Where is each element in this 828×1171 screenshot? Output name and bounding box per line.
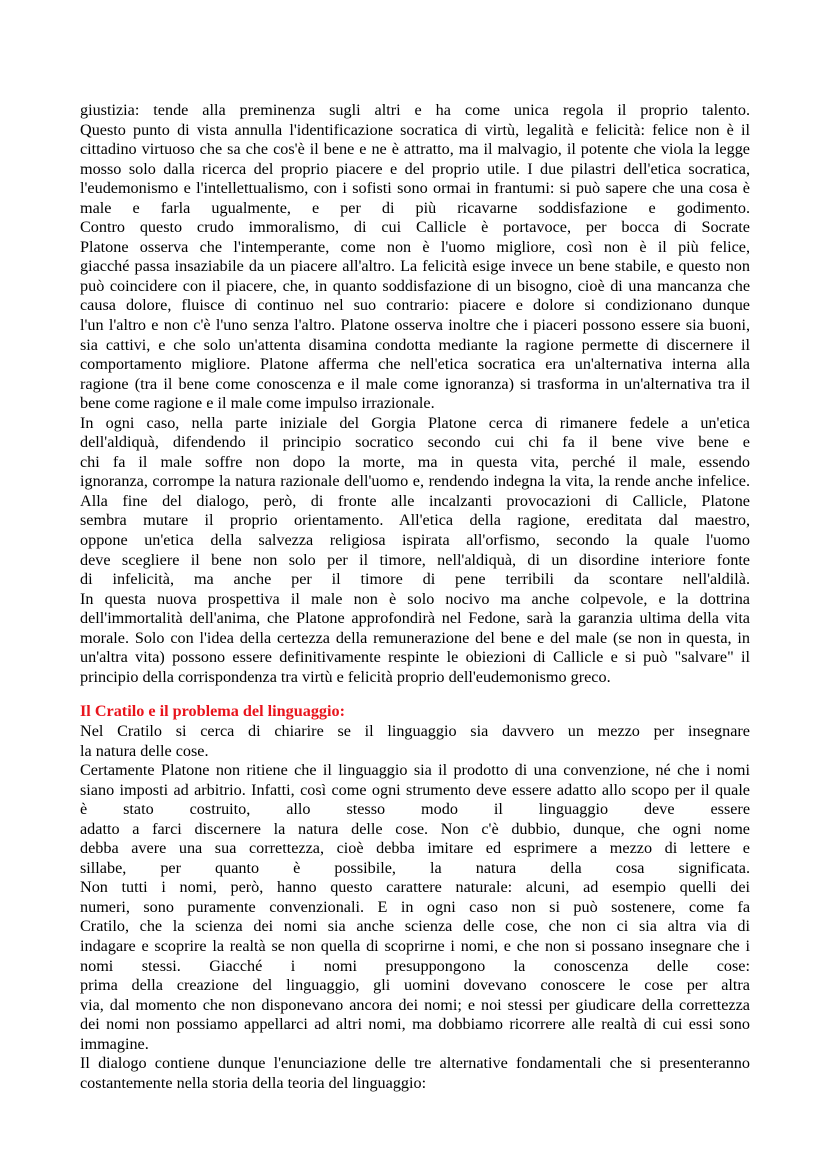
paragraph bbox=[80, 1054, 750, 1093]
paragraph bbox=[80, 722, 750, 761]
paragraph bbox=[80, 414, 750, 688]
text-line: male e farla ugualmente, e per di più ricavarne soddisfazione e godimento. bbox=[80, 198, 750, 217]
text-line: debba avere una sua correttezza, cioè debba imitare ed esprimere a mezzo di lettere e bbox=[80, 839, 750, 858]
text-line: la natura delle cose. bbox=[80, 741, 209, 760]
text-line: è stato costruito, allo stesso modo il linguaggio deve essere bbox=[80, 800, 750, 819]
text-line: immagine. bbox=[80, 1034, 149, 1053]
text-line: sia cattivi, e che solo un'attenta disamina condotta mediante la ragione permette di discernere il bbox=[80, 335, 750, 354]
text-line: sillabe, per quanto è possibile, la natura della cosa significata. bbox=[80, 858, 750, 877]
text-line: Questo punto di vista annulla l'identificazione socratica di virtù, legalità e felicità: felice non è il bbox=[80, 120, 750, 139]
text-line: deve scegliere il bene non solo per il timore, nell'aldiquà, di un disordine interiore fonte bbox=[80, 550, 750, 569]
text-line: dell'immortalità dell'anima, che Platone approfondirà nel Fedone, sarà la garanzia ultima della vita bbox=[80, 609, 750, 628]
text-line: morale. Solo con l'idea della certezza della remunerazione del bene e del male (se non in questa, in bbox=[80, 628, 750, 647]
text-line: l'eudemonismo e l'intellettualismo, con i sofisti sono ormai in frantumi: si può sapere che una cosa è bbox=[80, 179, 750, 198]
text-line: sembra mutare il proprio orientamento. All'etica della ragione, ereditata dal maestro, bbox=[80, 511, 750, 530]
text-line: bene come ragione e il male come impulso irrazionale. bbox=[80, 394, 435, 413]
text-line: ignoranza, corrompe la natura razionale dell'uomo e, rendendo indegna la vita, la rende anche infelice. bbox=[80, 472, 750, 491]
paragraph bbox=[80, 101, 750, 414]
text-line: adatto a farci discernere la natura delle cose. Non c'è dubbio, dunque, che ogni nome bbox=[80, 819, 750, 838]
text-line: Platone osserva che l'intemperante, come non è l'uomo migliore, così non è il più felice, bbox=[80, 237, 750, 256]
text-line: l'un l'altro e non c'è l'uno senza l'altro. Platone osserva inoltre che i piaceri possono essere sia buoni, bbox=[80, 316, 750, 335]
text-line: giustizia: tende alla preminenza sugli altri e ha come unica regola il proprio talento. bbox=[80, 101, 750, 119]
text-line: In questa nuova prospettiva il male non è solo nocivo ma anche colpevole, e la dottrina bbox=[80, 589, 750, 608]
text-line: può coincidere con il piacere, che, in quanto soddisfazione di un bisogno, cioè di una mancanza che bbox=[80, 276, 750, 295]
paragraph-group-cratilo bbox=[80, 722, 750, 1093]
text-line: via, dal momento che non disponevano ancora dei nomi; e noi stessi per giudicare della correttezza bbox=[80, 995, 750, 1014]
text-line: principio della corrispondenza tra virtù e felicità proprio dell'eudemonismo greco. bbox=[80, 667, 611, 686]
text-line: Il dialogo contiene dunque l'enunciazione delle tre alternative fondamentali che si presenteranno bbox=[80, 1054, 750, 1073]
text-line: Non tutti i nomi, però, hanno questo carattere naturale: alcuni, ad esempio quelli dei bbox=[80, 878, 750, 897]
text-line: costantemente nella storia della teoria del linguaggio: bbox=[80, 1073, 427, 1092]
text-line: oppone un'etica della salvezza religiosa ispirata all'orfismo, secondo la quale l'uomo bbox=[80, 531, 750, 550]
text-line: In ogni caso, nella parte iniziale del Gorgia Platone cerca di rimanere fedele a un'etica bbox=[80, 413, 750, 432]
section-heading: Il Cratilo e il problema del linguaggio: bbox=[80, 702, 345, 721]
text-line: cittadino virtuoso che sa che cos'è il bene e ne è attratto, ma il malvagio, il potente che viola la legge bbox=[80, 140, 750, 159]
paragraph bbox=[80, 761, 750, 1054]
text-line: numeri, sono puramente convenzionali. E in ogni caso non si può sostenere, come fa bbox=[80, 897, 750, 916]
text-line: indagare e scoprire la realtà se non quella di scoprirne i nomi, e che non si possano insegnare che i bbox=[80, 936, 750, 955]
document-page bbox=[80, 101, 750, 1093]
text-line: nomi stessi. Giacché i nomi presuppongono la conoscenza delle cose: bbox=[80, 956, 750, 975]
text-line: Alla fine del dialogo, però, di fronte alle incalzanti provocazioni di Callicle, Platone bbox=[80, 491, 750, 510]
text-line: causa dolore, fluisce di continuo nel suo contrario: piacere e dolore si condizionano dunque bbox=[80, 296, 750, 315]
text-line: di infelicità, ma anche per il timore di pene terribili da scontare nell'aldilà. bbox=[80, 570, 750, 589]
text-line: giacché passa insaziabile da un piacere all'altro. La felicità esige invece un bene stabile, e questo non bbox=[80, 257, 750, 276]
text-line: Contro questo crudo immoralismo, di cui Callicle è portavoce, per bocca di Socrate bbox=[80, 218, 750, 237]
text-line: dei nomi non possiamo appellarci ad altri nomi, ma dobbiamo ricorrere alle realtà di cui essi sono bbox=[80, 1015, 750, 1034]
text-line: un'altra vita) possono essere definitivamente respinte le obiezioni di Callicle e si può "salvare" il bbox=[80, 648, 750, 667]
text-line: dell'aldiquà, difendendo il principio socratico secondo cui chi fa il bene vive bene e bbox=[80, 433, 750, 452]
text-line: siano imposti ad arbitrio. Infatti, così come ogni strumento deve essere adatto allo scopo per il quale bbox=[80, 780, 750, 799]
paragraph-group-callicle bbox=[80, 101, 750, 687]
text-line: prima della creazione del linguaggio, gli uomini dovevano conoscere le cose per altra bbox=[80, 976, 750, 995]
text-line: Certamente Platone non ritiene che il linguaggio sia il prodotto di una convenzione, né che i nomi bbox=[80, 761, 750, 780]
text-line: comportamento migliore. Platone afferma che nell'etica socratica era un'alternativa interna alla bbox=[80, 355, 750, 374]
text-line: chi fa il male soffre non dopo la morte, ma in questa vita, perché il male, essendo bbox=[80, 452, 750, 471]
text-line: Nel Cratilo si cerca di chiarire se il linguaggio sia davvero un mezzo per insegnare bbox=[80, 721, 750, 740]
text-line: Cratilo, che la scienza dei nomi sia anche scienza delle cose, che non ci sia altra via di bbox=[80, 917, 750, 936]
text-line: mosso solo dalla ricerca del proprio piacere e del proprio utile. I due pilastri dell'etica socratica, bbox=[80, 159, 750, 178]
text-line: ragione (tra il bene come conoscenza e il male come ignoranza) si trasforma in un'alternativa tra il bbox=[80, 374, 750, 393]
